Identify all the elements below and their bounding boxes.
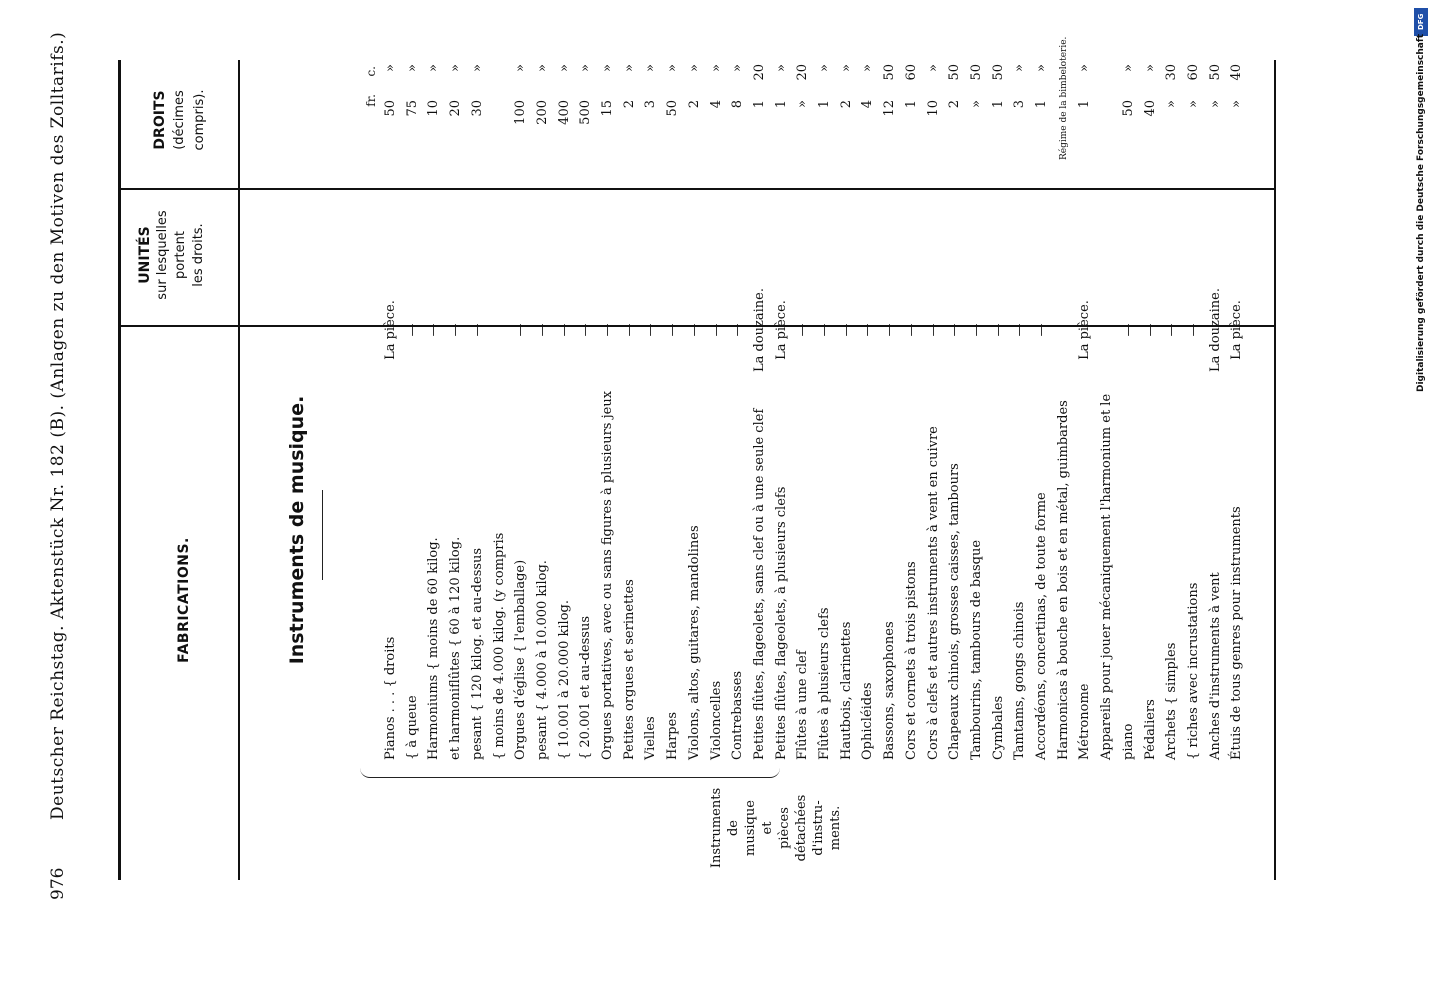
row-duty-francs: » bbox=[968, 100, 984, 108]
table-row bbox=[1183, 20, 1205, 760]
table-row bbox=[836, 20, 858, 760]
row-duty-centimes: » bbox=[1142, 64, 1158, 72]
row-duty-francs: 50 bbox=[383, 100, 398, 117]
row-duty-centimes: » bbox=[817, 64, 832, 72]
table-row bbox=[510, 20, 532, 760]
row-label: Harpes bbox=[665, 712, 681, 760]
row-label: Ophicléides bbox=[860, 682, 876, 760]
row-duty-francs: 10 bbox=[426, 100, 442, 117]
side-label-line: d'instru- bbox=[811, 800, 826, 856]
row-label: Appareils pour jouer mécaniquement l'harmonium et le bbox=[1099, 393, 1115, 760]
row-label: { 20.001 et au-dessus bbox=[578, 616, 594, 760]
row-duty-francs: » bbox=[1207, 100, 1223, 108]
row-duty-centimes: 60 bbox=[903, 64, 919, 81]
row-duty-francs: 30 bbox=[469, 100, 485, 117]
header-unites-line3: portent bbox=[173, 231, 188, 279]
row-duty-francs: 1 bbox=[773, 100, 789, 109]
table-row bbox=[380, 20, 402, 760]
row-duty-centimes: » bbox=[708, 64, 724, 72]
row-label: Violons, altos, guitares, mandolines bbox=[686, 525, 702, 760]
row-label: Pianos . . . { droits bbox=[383, 636, 398, 760]
row-duty-centimes: » bbox=[773, 64, 789, 72]
side-label-line: musique bbox=[743, 800, 758, 856]
table-row bbox=[1161, 20, 1183, 760]
row-duty-centimes: 50 bbox=[1207, 64, 1223, 81]
table-row bbox=[489, 20, 511, 760]
row-duty-centimes: 20 bbox=[795, 64, 811, 81]
table-row bbox=[988, 20, 1010, 760]
table-row bbox=[402, 20, 424, 760]
table-row bbox=[1031, 20, 1053, 760]
row-duty-centimes: 30 bbox=[1164, 64, 1180, 81]
row-duty-francs: » bbox=[795, 100, 811, 108]
row-unit: — bbox=[925, 323, 941, 337]
row-duty-francs: 1 bbox=[1034, 100, 1049, 109]
table-row bbox=[684, 20, 706, 760]
header-fabrications: FABRICATIONS. bbox=[176, 537, 192, 663]
row-unit: La pièce. bbox=[773, 300, 789, 360]
row-duty-centimes: » bbox=[665, 64, 681, 72]
row-duty-centimes: » bbox=[1077, 64, 1093, 72]
row-duty-francs: 4 bbox=[708, 100, 724, 109]
row-duty-francs: 1 bbox=[903, 100, 919, 109]
row-unit: — bbox=[686, 323, 702, 337]
row-duty-francs: 1 bbox=[990, 100, 1006, 109]
row-duty-francs: 1 bbox=[751, 100, 767, 109]
row-unit: — bbox=[643, 323, 659, 337]
row-label: Cors à clefs et autres instruments à vent en cuivre bbox=[925, 426, 941, 760]
header-droits-title: DROITS bbox=[152, 90, 168, 150]
row-duty-francs: 2 bbox=[686, 100, 702, 109]
row-duty-francs: 50 bbox=[1120, 100, 1136, 117]
row-unit: — bbox=[665, 323, 681, 337]
row-label: { riches avec incrustations bbox=[1185, 582, 1201, 760]
row-duty-centimes: 20 bbox=[751, 64, 767, 81]
section-title-rule bbox=[322, 490, 323, 580]
row-duty-centimes: » bbox=[621, 64, 637, 72]
row-label: Cymbales bbox=[990, 695, 1006, 760]
table-row bbox=[467, 20, 489, 760]
row-label: Cors et cornets à trois pistons bbox=[903, 561, 919, 760]
row-unit: — bbox=[600, 323, 615, 337]
row-duty-centimes: » bbox=[730, 64, 746, 72]
row-duty-centimes: » bbox=[383, 64, 398, 72]
table-row bbox=[814, 20, 836, 760]
table-row bbox=[1074, 20, 1096, 760]
table-row bbox=[771, 20, 793, 760]
header-droits bbox=[150, 60, 210, 180]
row-duty-francs: 50 bbox=[665, 100, 681, 117]
currency-fr: fr. bbox=[364, 94, 378, 107]
dfg-logo: DFG bbox=[1414, 8, 1428, 36]
row-duty-centimes: » bbox=[600, 64, 615, 72]
side-label-line: détachées bbox=[794, 794, 809, 862]
row-duty-centimes: » bbox=[578, 64, 594, 72]
row-duty-centimes: » bbox=[426, 64, 442, 72]
table-row bbox=[1096, 20, 1118, 760]
row-label: Accordéons, concertinas, de toute forme bbox=[1034, 492, 1049, 760]
row-label: Bassons, saxophones bbox=[882, 621, 898, 760]
row-unit: La pièce. bbox=[383, 300, 398, 360]
row-unit: — bbox=[621, 323, 637, 337]
table-row bbox=[445, 20, 467, 760]
header-unites-line4: les droits. bbox=[191, 223, 206, 287]
row-unit: — bbox=[1142, 323, 1158, 337]
row-duty-centimes: » bbox=[404, 64, 420, 72]
row-label: Harmonicas à bouche en bois et en métal, guimbardes bbox=[1055, 400, 1071, 760]
row-unit: — bbox=[968, 323, 984, 337]
row-duty-centimes: » bbox=[860, 64, 876, 72]
row-label: Harmoniums { moins de 60 kilog. bbox=[426, 537, 442, 760]
row-label: Hautbois, clarinettes bbox=[838, 621, 854, 760]
table-row bbox=[727, 20, 749, 760]
row-duty-francs: 2 bbox=[621, 100, 637, 109]
table-row bbox=[662, 20, 684, 760]
row-unit: — bbox=[404, 323, 420, 337]
row-duty-francs: 3 bbox=[1012, 100, 1028, 109]
row-duty-centimes: 50 bbox=[990, 64, 1006, 81]
row-duty-centimes: » bbox=[838, 64, 854, 72]
row-duty-francs: » bbox=[1164, 100, 1180, 108]
row-unit: — bbox=[426, 323, 442, 337]
section-title: Instruments de musique. bbox=[286, 395, 308, 665]
table-row bbox=[749, 20, 771, 760]
page-number: 976 bbox=[48, 867, 68, 900]
row-unit: — bbox=[947, 323, 963, 337]
table-row bbox=[857, 20, 879, 760]
row-duty-francs: 1 bbox=[817, 100, 832, 109]
row-duty-francs: 4 bbox=[860, 100, 876, 109]
row-unit: — bbox=[1185, 323, 1201, 337]
table-row bbox=[879, 20, 901, 760]
row-duty-francs: » bbox=[1185, 100, 1201, 108]
row-duty-francs: 10 bbox=[925, 100, 941, 117]
table-row bbox=[1226, 20, 1248, 760]
table-row bbox=[597, 20, 619, 760]
row-unit: — bbox=[1034, 323, 1049, 337]
side-label-line: pièces bbox=[777, 807, 792, 849]
row-label: Anches d'instruments à vent bbox=[1207, 572, 1223, 760]
row-unit: — bbox=[578, 323, 594, 337]
table-row bbox=[923, 20, 945, 760]
top-rule bbox=[118, 60, 121, 880]
row-duty-centimes: 60 bbox=[1185, 64, 1201, 81]
row-label: Métronome bbox=[1077, 683, 1093, 760]
row-unit: — bbox=[469, 323, 485, 337]
row-duty-centimes: » bbox=[643, 64, 659, 72]
table-row bbox=[423, 20, 445, 760]
table-row bbox=[532, 20, 554, 760]
row-label: pesant { 4.000 à 10.000 kilog. bbox=[534, 560, 550, 760]
row-duty-francs: 15 bbox=[600, 100, 615, 117]
table-row bbox=[1140, 20, 1162, 760]
header-unites bbox=[136, 200, 208, 310]
row-duty-centimes: » bbox=[556, 64, 572, 72]
row-label: Contrebasses bbox=[730, 670, 746, 760]
row-label: { moins de 4.000 kilog. (y compris bbox=[491, 532, 507, 760]
row-duty-francs: 500 bbox=[578, 100, 594, 125]
row-unit: — bbox=[990, 323, 1006, 337]
row-label: Orgues d'église { l'emballage) bbox=[513, 559, 529, 760]
row-duty-centimes: » bbox=[469, 64, 485, 72]
row-duty-centimes: » bbox=[1012, 64, 1028, 72]
row-duty-centimes: 50 bbox=[882, 64, 898, 81]
row-label: Tamtams, gongs chinois bbox=[1012, 601, 1028, 760]
row-duty-francs: 100 bbox=[513, 100, 529, 125]
table-row bbox=[640, 20, 662, 760]
row-unit: — bbox=[1164, 323, 1180, 337]
row-duty-centimes: » bbox=[1034, 64, 1049, 72]
row-label: { à queue bbox=[404, 695, 420, 760]
row-duty-francs: » bbox=[1229, 100, 1245, 108]
row-unit: La douzaine. bbox=[751, 288, 767, 372]
row-duty-centimes: 40 bbox=[1229, 64, 1245, 81]
row-duty-francs: 2 bbox=[838, 100, 854, 109]
row-duty-francs: 20 bbox=[448, 100, 464, 117]
row-unit: — bbox=[1120, 323, 1136, 337]
row-label: Archets { simples bbox=[1164, 642, 1180, 760]
header-droits-sub: (décimes compris). bbox=[172, 89, 207, 151]
running-head-text: Deutscher Reichstag. Aktenstück Nr. 182 (B). (Anlagen zu den Motiven des Zolltarifs.) bbox=[48, 31, 68, 820]
table-row bbox=[1009, 20, 1031, 760]
row-label: Tambourins, tambours de basque bbox=[968, 539, 984, 760]
row-duty-centimes: » bbox=[534, 64, 550, 72]
row-unit: — bbox=[882, 323, 898, 337]
table-row bbox=[966, 20, 988, 760]
row-unit: — bbox=[795, 323, 811, 337]
row-duty-francs: 2 bbox=[947, 100, 963, 109]
row-duty-francs: 40 bbox=[1142, 100, 1158, 117]
side-label-line: de bbox=[726, 820, 741, 837]
row-unit: La douzaine. bbox=[1207, 288, 1223, 372]
row-duty-centimes: 50 bbox=[968, 64, 984, 81]
side-label bbox=[708, 778, 844, 878]
row-label: Petites orgues et serinettes bbox=[621, 579, 637, 760]
table-row bbox=[1118, 20, 1140, 760]
currency-c: c. bbox=[364, 66, 378, 77]
row-unit: — bbox=[513, 323, 529, 337]
row-duty-francs: 1 bbox=[1077, 100, 1093, 109]
row-duty-centimes: » bbox=[925, 64, 941, 72]
row-unit: — bbox=[534, 323, 550, 337]
row-unit: — bbox=[730, 323, 746, 337]
row-unit: — bbox=[708, 323, 724, 337]
row-label: piano bbox=[1120, 723, 1136, 760]
row-unit: — bbox=[860, 323, 876, 337]
table-row bbox=[901, 20, 923, 760]
row-duty-centimes: » bbox=[686, 64, 702, 72]
running-head bbox=[40, 20, 80, 960]
row-label: et harmoniflûtes { 60 à 120 kilog. bbox=[448, 536, 464, 760]
row-label: Petites flûtes, flageolets, sans clef ou à une seule clef bbox=[751, 408, 767, 760]
row-duty-note: Régime de la bimbeloterie. bbox=[1058, 36, 1069, 160]
dfg-notice: Digitalisierung gefördert durch die Deutsche Forschungsgemeinschaft bbox=[1416, 33, 1426, 392]
table-header bbox=[128, 60, 240, 880]
row-label: Chapeaux chinois, grosses caisses, tambours bbox=[947, 463, 963, 760]
row-duty-francs: 12 bbox=[882, 100, 898, 117]
row-label: Petites flûtes, flageolets, à plusieurs clefs bbox=[773, 486, 789, 760]
row-duty-francs: 200 bbox=[534, 100, 550, 125]
table-row bbox=[575, 20, 597, 760]
row-label: Pédaliers bbox=[1142, 699, 1158, 760]
table-row bbox=[706, 20, 728, 760]
row-unit: La pièce. bbox=[1229, 300, 1245, 360]
row-duty-francs: 8 bbox=[730, 100, 746, 109]
row-duty-centimes: » bbox=[1120, 64, 1136, 72]
row-duty-francs: 400 bbox=[556, 100, 572, 125]
table-row bbox=[1053, 20, 1075, 760]
table-row bbox=[554, 20, 576, 760]
row-unit: — bbox=[817, 323, 832, 337]
row-label: { 10.001 à 20.000 kilog. bbox=[556, 600, 572, 760]
row-label: Vielles bbox=[643, 716, 659, 760]
row-label: Orgues portatives, avec ou sans figures à plusieurs jeux bbox=[600, 390, 615, 760]
group-brace bbox=[360, 763, 780, 778]
row-unit: — bbox=[448, 323, 464, 337]
row-label: Flûtes à plusieurs clefs bbox=[817, 607, 832, 760]
row-duty-francs: 75 bbox=[404, 100, 420, 117]
table-row bbox=[1205, 20, 1227, 760]
row-duty-centimes: 50 bbox=[947, 64, 963, 81]
row-label: pesant { 120 kilog. et au-dessus bbox=[469, 547, 485, 760]
side-label-line: Instruments bbox=[709, 787, 724, 869]
row-label: Étuis de tous genres pour instruments bbox=[1229, 506, 1245, 760]
row-duty-centimes: » bbox=[513, 64, 529, 72]
side-label-line: ments. bbox=[828, 805, 843, 851]
row-label: Flûtes à une clef bbox=[795, 650, 811, 760]
table-row bbox=[619, 20, 641, 760]
row-unit: — bbox=[903, 323, 919, 337]
bottom-rule bbox=[1274, 60, 1276, 880]
row-label: Violoncelles bbox=[708, 680, 724, 760]
table-row bbox=[792, 20, 814, 760]
row-unit: — bbox=[556, 323, 572, 337]
header-unites-line2: sur lesquelles bbox=[155, 210, 170, 300]
header-unites-title: UNITÉS bbox=[137, 226, 153, 284]
table-row bbox=[944, 20, 966, 760]
row-unit: — bbox=[1012, 323, 1028, 337]
side-label-line: et bbox=[760, 821, 775, 835]
row-unit: La pièce. bbox=[1077, 300, 1093, 360]
row-duty-centimes: » bbox=[448, 64, 464, 72]
row-unit: — bbox=[838, 323, 854, 337]
row-duty-francs: 3 bbox=[643, 100, 659, 109]
